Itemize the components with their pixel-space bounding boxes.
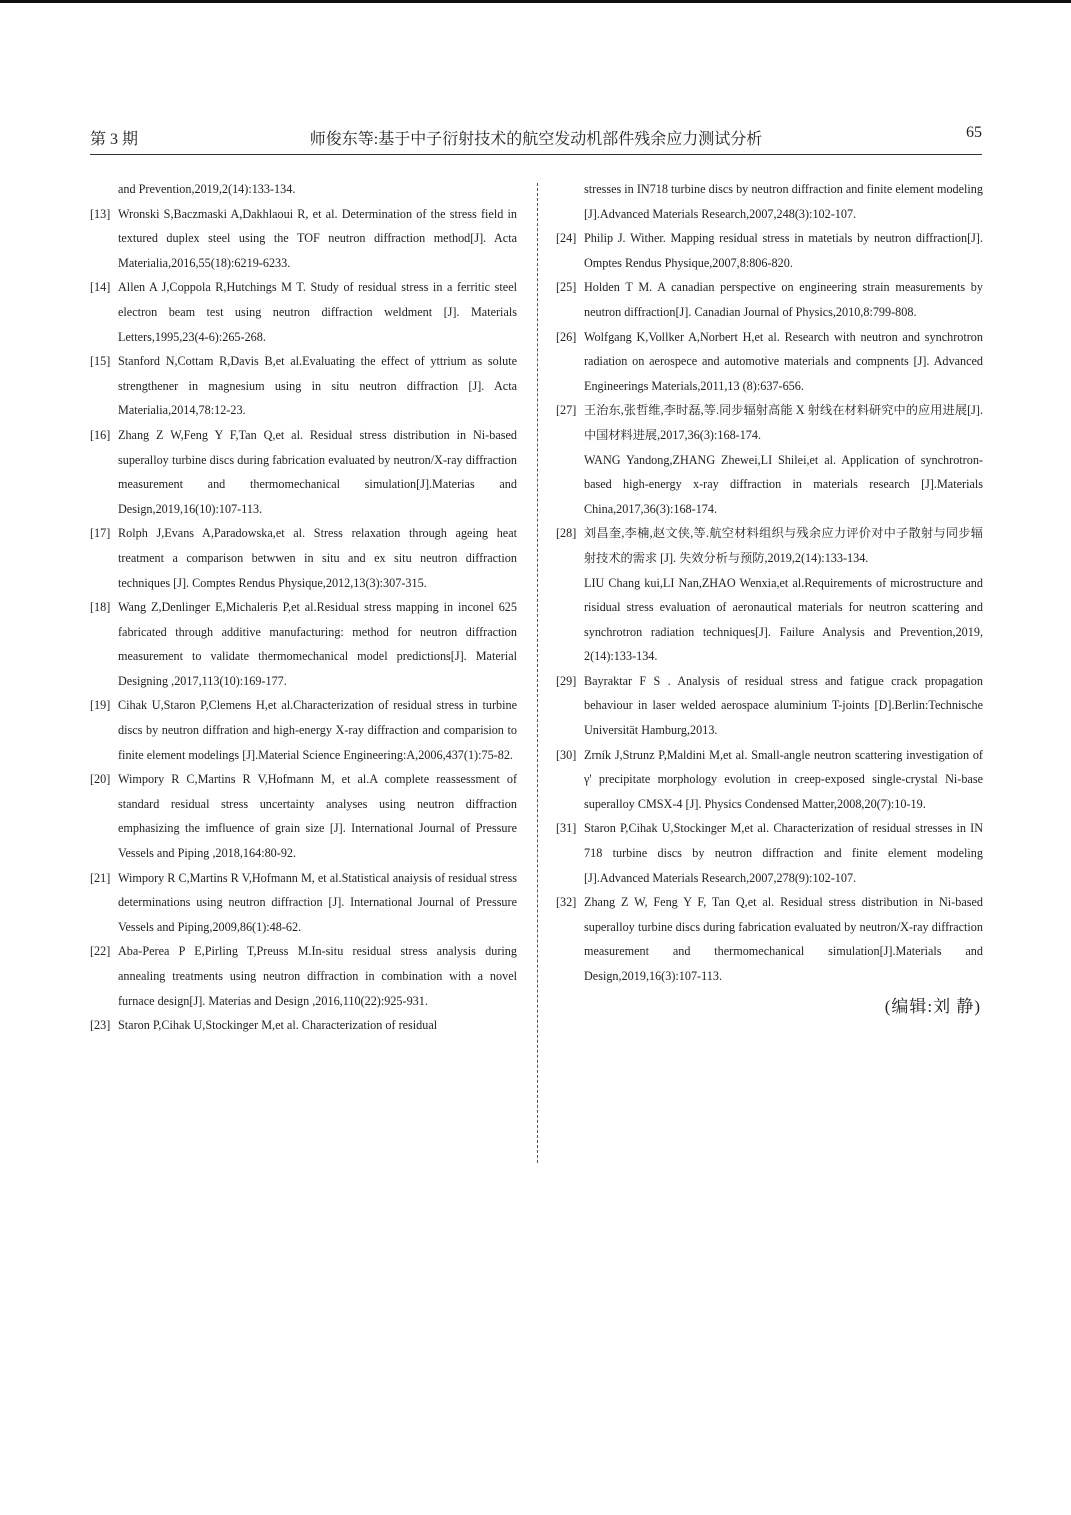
reference-number: [32] <box>556 895 577 910</box>
reference-28 <box>556 521 983 669</box>
reference-26 <box>556 325 983 399</box>
reference-translation: WANG Yandong,ZHANG Zhewei,LI Shilei,et al. Application of synchrotron-based high-energy x-ray diffraction in materials research [J].Materials China,2017,36(3):168-174. <box>584 452 983 516</box>
reference-22 <box>90 939 517 1013</box>
editor-credit: (编辑:刘 静) <box>884 996 981 1016</box>
reference-text: Wimpory R C,Martins R V,Hofmann M, et al.A complete reassessment of standard residual stress uncertainty analyses using neutron diffraction emphasizing the imfluence of grain size [J]. International Journal of Pressure Vessels and Piping ,2018,164:80-92. <box>118 772 517 861</box>
reference-text: Wolfgang K,Vollker A,Norbert H,et al. Research with neutron and synchrotron radiation on aerospece and automotive materials and compnents [J]. Advanced Engineerings Materials,2011,13 (8):637-656. <box>584 329 983 393</box>
reference-number: [14] <box>90 280 111 295</box>
running-title: 师俊东等:基于中子衍射技术的航空发动机部件残余应力测试分析 <box>309 131 763 148</box>
top-rule <box>0 0 1071 3</box>
right-column <box>556 177 983 1019</box>
reference-number: [28] <box>556 526 577 541</box>
reference-text: Zhang Z W,Feng Y F,Tan Q,et al. Residual stress distribution in Ni-based superalloy turbine discs during fabrication evaluated by neutron/X-ray diffraction measurement and thermomechanical simulation[J].Materias and Design,2019,16(10):107-113. <box>118 427 517 516</box>
reference-text: Wimpory R C,Martins R V,Hofmann M, et al.Statistical anaiysis of residual stress determinations using neutron diffraction [J]. International Journal of Pressure Vessels and Piping,2009,86(1):48-62. <box>118 870 517 934</box>
reference-23 <box>90 1013 517 1038</box>
reference-continuation: and Prevention,2019,2(14):133-134. <box>118 182 296 196</box>
reference-number: [30] <box>556 747 577 762</box>
reference-number: [23] <box>90 1018 111 1033</box>
reference-number: [15] <box>90 354 111 369</box>
reference-number: [24] <box>556 231 577 246</box>
reference-24 <box>556 226 983 275</box>
reference-number: [27] <box>556 403 577 418</box>
reference-text: Bayraktar F S . Analysis of residual stress and fatigue crack propagation behaviour in laser welded aerospace aluminium T-joints [D].Berlin:Technische Universität Hamburg,2013. <box>584 673 983 738</box>
reference-text: Stanford N,Cottam R,Davis B,et al.Evaluating the effect of yttrium as solute strengthener in magnesium using in situ neutron diffraction [J]. Acta Materialia,2014,78:12-23. <box>118 354 517 418</box>
reference-14 <box>90 275 517 349</box>
reference-number: [21] <box>90 870 111 885</box>
reference-translation: LIU Chang kui,LI Nan,ZHAO Wenxia,et al.Requirements of microstructure and risidual stress evaluation of aeronautical materials for neutron scattering and synchrotron radiation techniques[J]. Failure Analysis and Prevention,2019, 2(14):133-134. <box>584 575 983 664</box>
reference-number: [20] <box>90 772 111 787</box>
reference-text: Staron P,Cihak U,Stockinger M,et al. Characterization of residual stresses in IN 718 turbine discs by neutron diffraction and finite element modeling [J].Advanced Materials Research,2007,278(9):102-107. <box>584 821 983 885</box>
reference-27 <box>556 398 983 521</box>
reference-30 <box>556 743 983 817</box>
reference-text: Wronski S,Baczmaski A,Dakhlaoui R, et al. Determination of the stress field in textured duplex steel using the TOF neutron diffraction method[J]. Acta Materialia,2016,55(18):6219-6233. <box>118 206 517 270</box>
reference-29 <box>556 669 983 743</box>
reference-20 <box>90 767 517 865</box>
reference-text: Rolph J,Evans A,Paradowska,et al. Stress relaxation through ageing heat treatment a comparison betwwen in situ and ex situ neutron diffraction techniques [J]. Comptes Rendus Physique,2012,13(3):307-315. <box>118 526 517 590</box>
reference-13 <box>90 202 517 276</box>
reference-number: [19] <box>90 698 111 713</box>
reference-text: 王治东,张哲维,李时磊,等.同步辐射高能 X 射线在材料研究中的应用进展[J].中国材料进展,2017,36(3):168-174. <box>584 403 983 442</box>
reference-19 <box>90 693 517 767</box>
reference-text: Allen A J,Coppola R,Hutchings M T. Study of residual stress in a ferritic steel electron beam test using neutron diffraction weldment [J]. Materials Letters,1995,23(4-6):265-268. <box>118 280 517 344</box>
reference-21 <box>90 866 517 940</box>
reference-text: Aba-Perea P E,Pirling T,Preuss M.In-situ residual stress analysis during annealing treatments using neutron diffraction in combination with a novel furnace design[J]. Materias and Design ,2016,110(22):925-931. <box>118 944 517 1008</box>
issue-label: 第 3 期 <box>90 131 139 148</box>
reference-number: [17] <box>90 526 111 541</box>
reference-number: [31] <box>556 821 577 836</box>
reference-16 <box>90 423 517 521</box>
reference-text: Zrník J,Strunz P,Maldini M,et al. Small-angle neutron scattering investigation of γ' precipitate morphology evolution in creep-exposed single-crystal Ni-base superalloy CMSX-4 [J]. Physics Condensed Matter,2008,20(7):10-19. <box>584 747 983 811</box>
reference-number: [16] <box>90 427 111 442</box>
reference-text: Holden T M. A canadian perspective on engineering strain measurements by neutron diffraction[J]. Canadian Journal of Physics,2010,8:799-808. <box>584 280 983 319</box>
reference-31 <box>556 816 983 890</box>
reference-text: Zhang Z W, Feng Y F, Tan Q,et al. Residual stress distribution in Ni-based superalloy turbine discs during fabrication evaluated by neutron/X-ray diffraction measurement and thermomechanical simulation[J].Materials and Design,2019,16(3):107-113. <box>584 895 983 983</box>
page-number: 65 <box>966 124 982 141</box>
reference-text: Cihak U,Staron P,Clemens H,et al.Characterization of residual stress in turbine discs by neutron diffration and high-energy X-ray diffraction and comparision to finite element modelings [J].Material Science Engineering:A,2006,437(1):75-82. <box>118 698 517 762</box>
reference-text: Philip J. Wither. Mapping residual stress in matetials by neutron diffraction[J]. Omptes Rendus Physique,2007,8:806-820. <box>584 231 983 270</box>
reference-18 <box>90 595 517 693</box>
reference-15 <box>90 349 517 423</box>
reference-25 <box>556 275 983 324</box>
reference-text: Wang Z,Denlinger E,Michaleris P,et al.Residual stress mapping in inconel 625 fabricated through additive manufacturing: method for neutron diffraction measurement to validate thermomechanical model predictions[J]. Material Designing ,2017,113(10):169-177. <box>118 600 517 688</box>
page-header <box>90 124 982 155</box>
reference-number: [18] <box>90 600 111 615</box>
reference-continuation: stresses in IN718 turbine discs by neutron diffraction and finite element modeling [J].Advanced Materials Research,2007,248(3):102-107. <box>584 182 983 221</box>
reference-17 <box>90 521 517 595</box>
left-column <box>90 177 517 1038</box>
reference-number: [22] <box>90 944 111 959</box>
reference-text: 刘昌奎,李楠,赵文侠,等.航空材料组织与残余应力评价对中子散射与同步辐射技术的需求 [J]. 失效分析与预防,2019,2(14):133-134. <box>584 526 983 565</box>
reference-number: [26] <box>556 329 577 344</box>
reference-number: [13] <box>90 206 111 221</box>
reference-32 <box>556 890 983 988</box>
reference-number: [25] <box>556 280 577 295</box>
column-divider <box>537 183 538 1163</box>
reference-number: [29] <box>556 673 577 688</box>
reference-text: Staron P,Cihak U,Stockinger M,et al. Characterization of residual <box>118 1018 438 1033</box>
